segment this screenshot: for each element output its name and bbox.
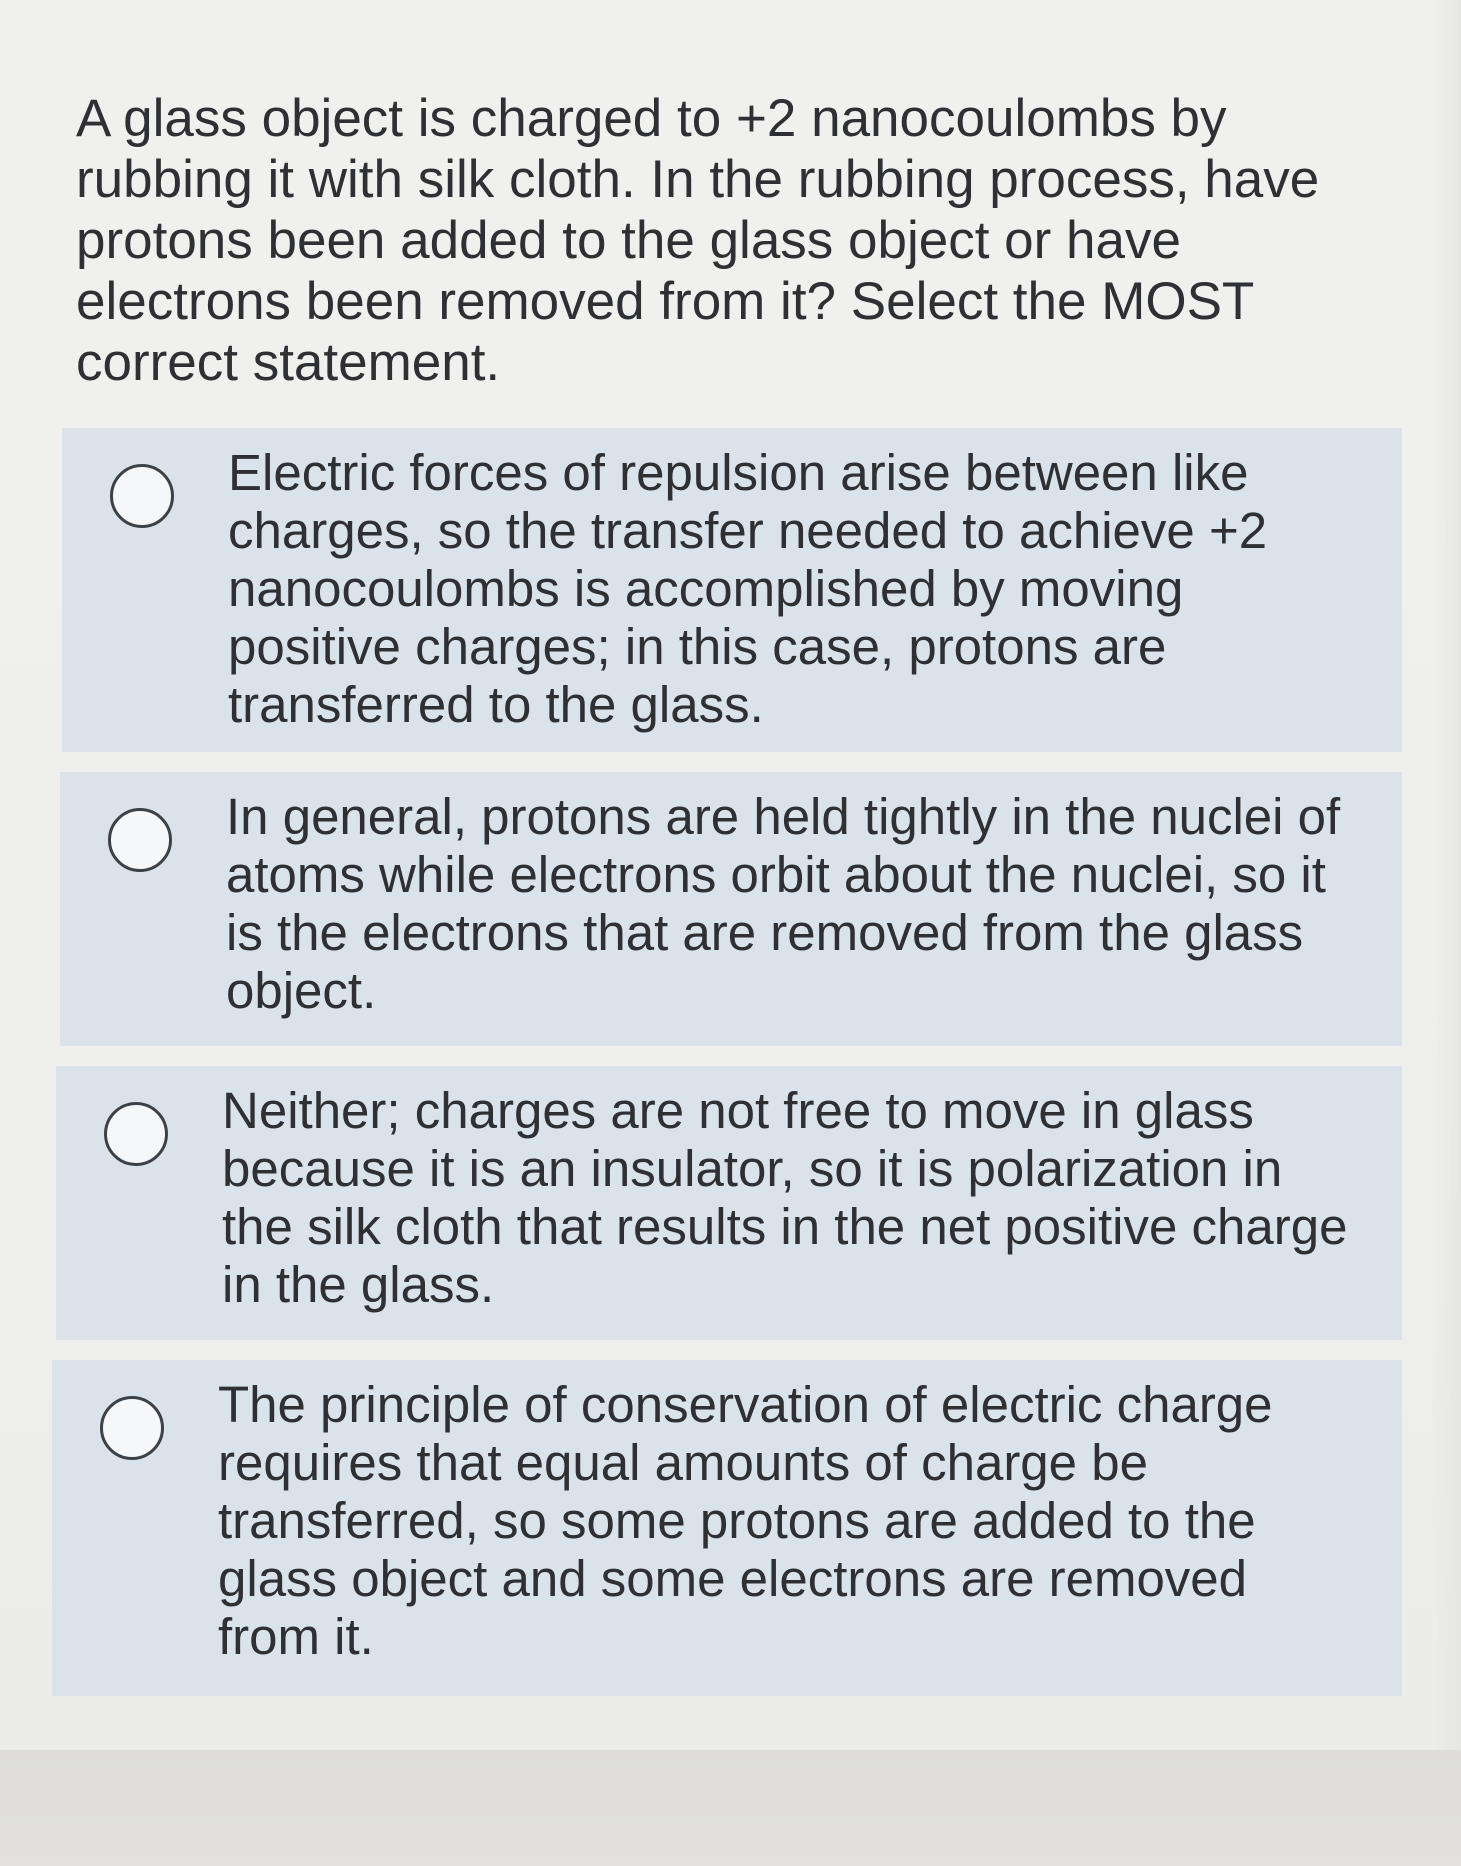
- screen-bottom-edge: [0, 1750, 1461, 1866]
- answer-options: [62, 428, 1402, 1716]
- radio-button-icon[interactable]: [100, 1396, 164, 1460]
- answer-option-label: Electric forces of repulsion arise between like charges, so the transfer needed to achieve +2 nanocoulombs is accomplished by moving positive charges; in this case, protons are transferred to the glass.: [228, 444, 1268, 733]
- answer-option-1[interactable]: [62, 428, 1402, 752]
- answer-option-3[interactable]: [56, 1066, 1402, 1340]
- answer-option-2[interactable]: [60, 772, 1402, 1046]
- answer-option-label: Neither; charges are not free to move in glass because it is an insulator, so it is polarization in the silk cloth that results in the net positive charge in the glass.: [222, 1082, 1348, 1313]
- radio-button-icon[interactable]: [108, 808, 172, 872]
- radio-button-icon[interactable]: [110, 464, 174, 528]
- radio-button-icon[interactable]: [104, 1102, 168, 1166]
- answer-option-label: The principle of conservation of electric charge requires that equal amounts of charge be transferred, so some protons are added to the glass object and some electrons are removed from it.: [218, 1376, 1273, 1665]
- answer-option-label: In general, protons are held tightly in the nuclei of atoms while electrons orbit about the nuclei, so it is the electrons that are removed from the glass object.: [226, 788, 1341, 1019]
- answer-option-4[interactable]: [52, 1360, 1402, 1696]
- question-text: A glass object is charged to +2 nanocoulombs by rubbing it with silk cloth. In the rubbing process, have protons been added to the glass object or have electrons been removed from it? Select the MOST correct statement.: [76, 89, 1320, 392]
- screen-bezel: [1431, 0, 1461, 1750]
